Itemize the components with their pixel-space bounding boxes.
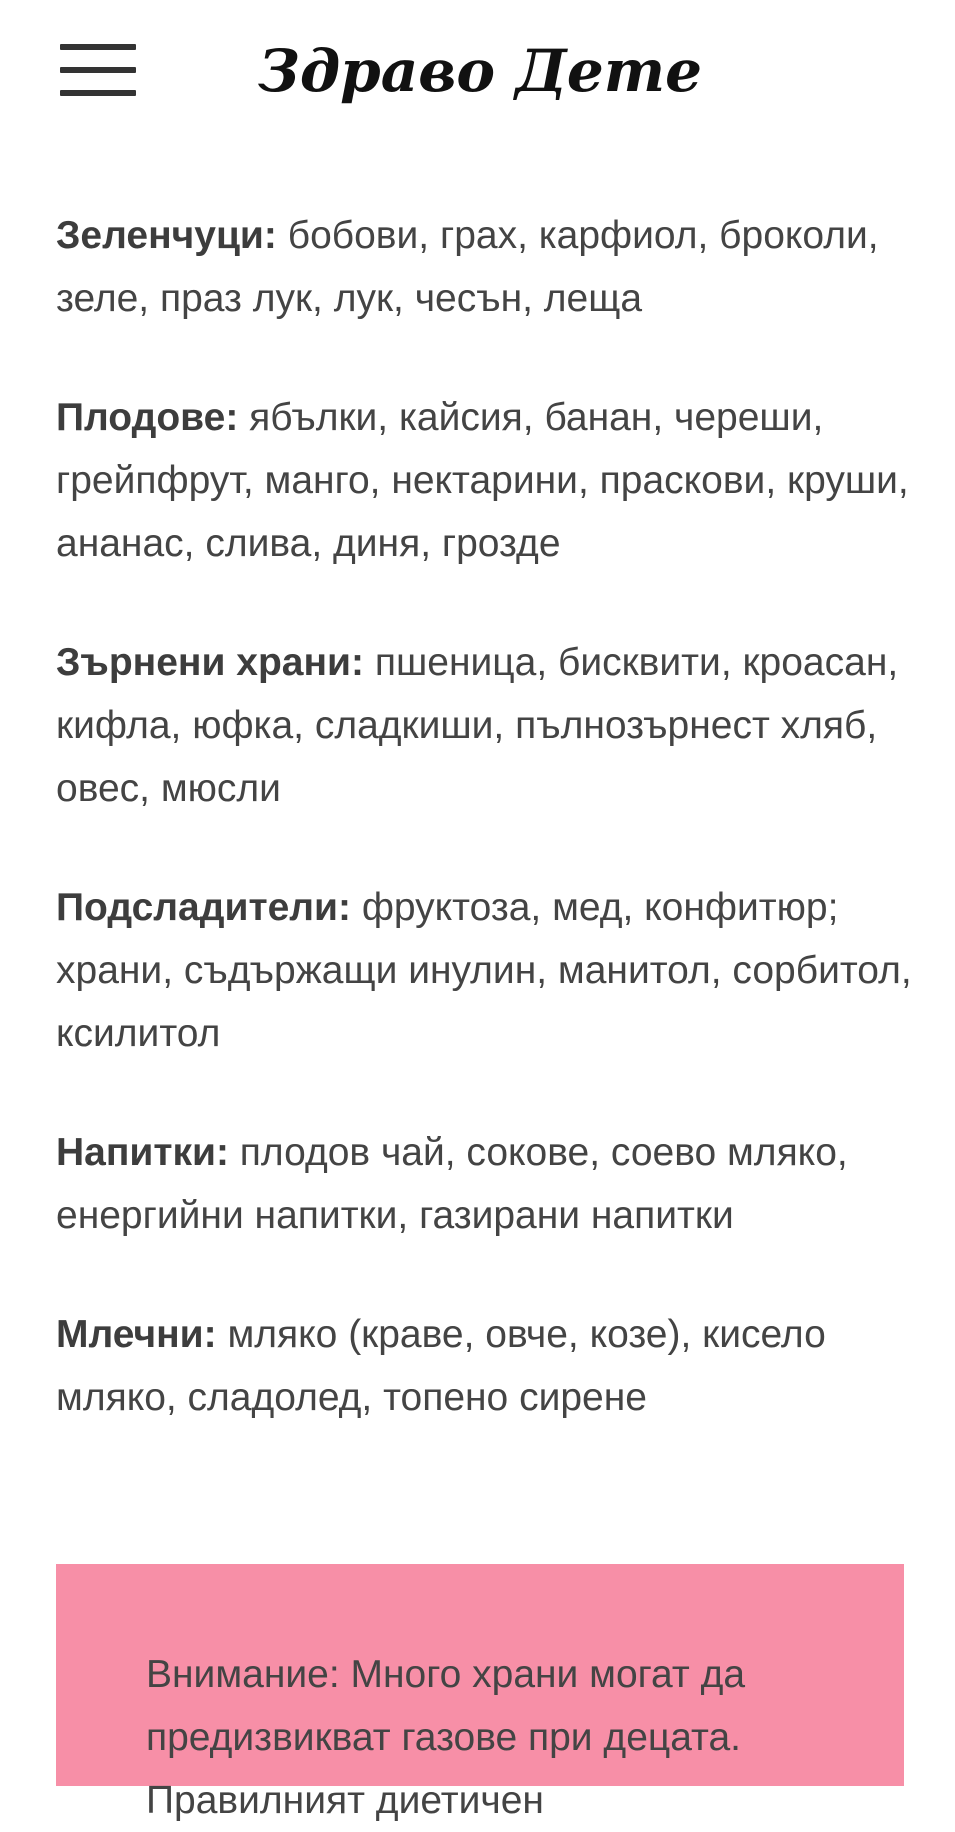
hamburger-menu-icon-bar bbox=[60, 67, 136, 73]
food-group-fruits bbox=[56, 386, 916, 575]
food-group-dairy bbox=[56, 1303, 916, 1429]
food-group-grains bbox=[56, 631, 916, 820]
warning-notice-box bbox=[56, 1564, 904, 1822]
food-group-label: Млечни: bbox=[56, 1313, 217, 1356]
food-group-label: Напитки: bbox=[56, 1131, 229, 1174]
food-group-sweeteners bbox=[56, 876, 916, 1065]
hamburger-menu-button[interactable] bbox=[60, 44, 136, 98]
food-group-items: плодов чай, сокове, соево мляко, енергийни напитки, газирани напитки bbox=[56, 1131, 848, 1237]
food-group-drinks bbox=[56, 1121, 916, 1247]
food-group-items: ябълки, кайсия, банан, череши, грейпфрут, манго, нектарини, праскови, круши, ананас, слива, диня, грозде bbox=[56, 396, 909, 565]
hamburger-menu-icon-bar bbox=[60, 90, 136, 96]
site-logo[interactable]: Здраво Дете bbox=[258, 37, 703, 105]
warning-notice-text: Внимание: Много храни могат да предизвикват газове при децата. Правилният диетичен bbox=[146, 1653, 746, 1822]
food-group-label: Подсладители: bbox=[56, 886, 351, 929]
hamburger-menu-icon-bar bbox=[60, 44, 136, 50]
food-group-items: мляко (краве, овче, козе), кисело мляко, сладолед, топено сирене bbox=[56, 1313, 826, 1419]
article-content bbox=[56, 204, 916, 1485]
food-group-label: Зърнени храни: bbox=[56, 641, 365, 684]
food-group-vegetables bbox=[56, 204, 916, 330]
food-group-label: Плодове: bbox=[56, 396, 239, 439]
food-group-items: фруктоза, мед, конфитюр; храни, съдържащи инулин, манитол, сорбитол, ксилитол bbox=[56, 886, 912, 1055]
food-group-label: Зеленчуци: bbox=[56, 214, 277, 257]
food-group-items: пшеница, бисквити, кроасан, кифла, юфка, сладкиши, пълнозърнест хляб, овес, мюсли bbox=[56, 641, 899, 810]
site-header bbox=[0, 0, 955, 150]
food-group-items: бобови, грах, карфиол, броколи, зеле, праз лук, лук, чесън, леща bbox=[56, 214, 879, 320]
